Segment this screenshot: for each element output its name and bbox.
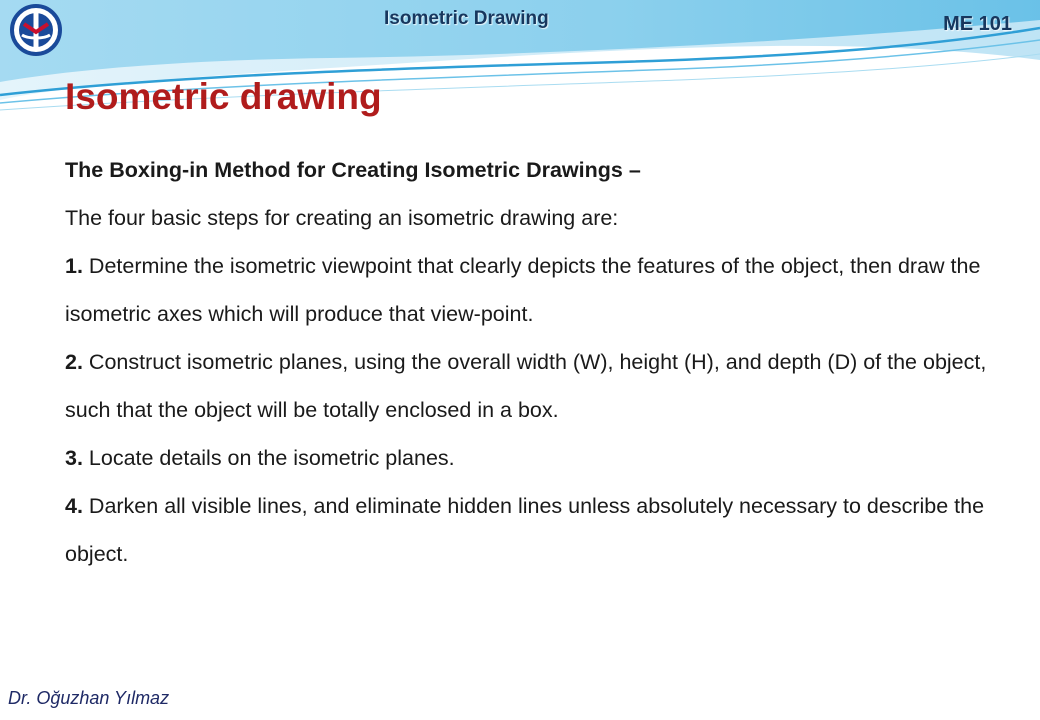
step-item	[65, 338, 1015, 434]
step-item	[65, 482, 1015, 578]
step-number: 3.	[65, 446, 83, 470]
step-item	[65, 434, 1015, 482]
footer-author: Dr. Oğuzhan Yılmaz	[8, 688, 170, 708]
step-item	[65, 242, 1015, 338]
step-text: Construct isometric planes, using the overall width (W), height (H), and depth (D) of the object, such that the object will be totally enclosed in a box.	[65, 350, 987, 422]
step-text: Determine the isometric viewpoint that clearly depicts the features of the object, then draw the isometric axes which will produce that view-point.	[65, 254, 981, 326]
step-text: Locate details on the isometric planes.	[82, 446, 455, 470]
step-number: 2.	[65, 350, 83, 374]
step-number: 4.	[65, 494, 83, 518]
header-title: Isometric Drawing	[384, 8, 549, 29]
step-text: Darken all visible lines, and eliminate hidden lines unless absolutely necessary to describe the object.	[65, 494, 985, 566]
course-code: ME 101	[943, 13, 1012, 35]
slide-body	[65, 146, 1015, 578]
intro-text: The four basic steps for creating an isometric drawing are:	[65, 206, 619, 230]
step-number: 1.	[65, 254, 83, 278]
slide-title: Isometric drawing	[65, 76, 382, 117]
subheading: The Boxing-in Method for Creating Isometric Drawings –	[65, 158, 641, 182]
university-logo-icon	[10, 4, 62, 56]
